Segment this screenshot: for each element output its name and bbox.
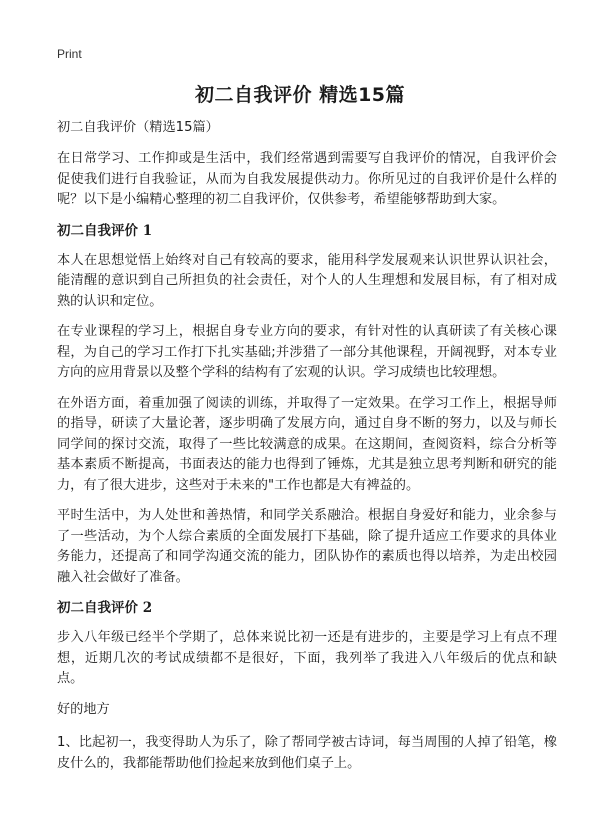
section2-paragraph: 步入八年级已经半个学期了，总体来说比初一还是有进步的，主要是学习上有点不理想，近期几次的考试成绩都不是很好，下面，我列举了我进入八年级后的优点和缺点。 [57, 630, 557, 686]
section1-paragraph: 在专业课程的学习上，根据自身专业方向的要求，有针对性的认真研读了有关核心课程，为自己的学习工作打下扎实基础;并涉猎了一部分其他课程，开阔视野，对本专业方向的应用背景以及整个学科的结构有了宏观的认识。学习成绩也比较理想。 [57, 324, 557, 380]
section-heading-2: 初二自我评价 2 [57, 600, 153, 616]
section2-paragraph: 1、比起初一，我变得助人为乐了，除了帮同学被古诗词，每当周围的人掉了铅笔，橡皮什么的，我都能帮助他们捡起来放到他们桌子上。 [57, 735, 557, 771]
document-body [57, 118, 557, 784]
document-subtitle: 初二自我评价（精选15篇） [57, 120, 219, 135]
section1-paragraph: 在外语方面，着重加强了阅读的训练，并取得了一定效果。在学习工作上，根据导师的指导，研读了大量论著，逐步明确了发展方向，通过自身不断的努力，以及与师长同学间的探讨交流，取得了一些比较满意的成果。在这期间，查阅资料，综合分析等基本素质不断提高，书面表达的能力也得到了锤炼，尤其是独立思考判断和研究的能力，有了很大进步，这些对于未来的"工作也都是大有裨益的。 [57, 395, 557, 493]
section1-paragraph: 本人在思想觉悟上始终对自己有较高的要求，能用科学发展观来认识世界认识社会，能清醒的意识到自己所担负的社会责任，对个人的人生理想和发展目标，有了相对成熟的认识和定位。 [57, 252, 557, 309]
section-heading-1: 初二自我评价 1 [57, 222, 153, 239]
document-title: 初二自我评价 精选15篇 [194, 84, 406, 106]
intro-paragraph: 在日常学习、工作抑或是生活中，我们经常遇到需要写自我评价的情况，自我评价会促使我们进行自我验证，从而为自我发展提供动力。你所见过的自我评价是什么样的呢？以下是小编精心整理的初二自我评价，仅供参考，希望能够帮助到大家。 [57, 151, 557, 207]
section1-paragraph: 平时生活中，为人处世和善热情，和同学关系融洽。根据自身爱好和能力，业余参与了一些活动，为个人综合素质的全面发展打下基础，除了提升适应工作要求的具体业务能力，还提高了和同学沟通交流的能力，团队协作的素质也得以培养，为走出校园融入社会做好了准备。 [57, 508, 557, 585]
good-points-label: 好的地方 [57, 701, 110, 717]
print-label: Print [57, 47, 82, 61]
